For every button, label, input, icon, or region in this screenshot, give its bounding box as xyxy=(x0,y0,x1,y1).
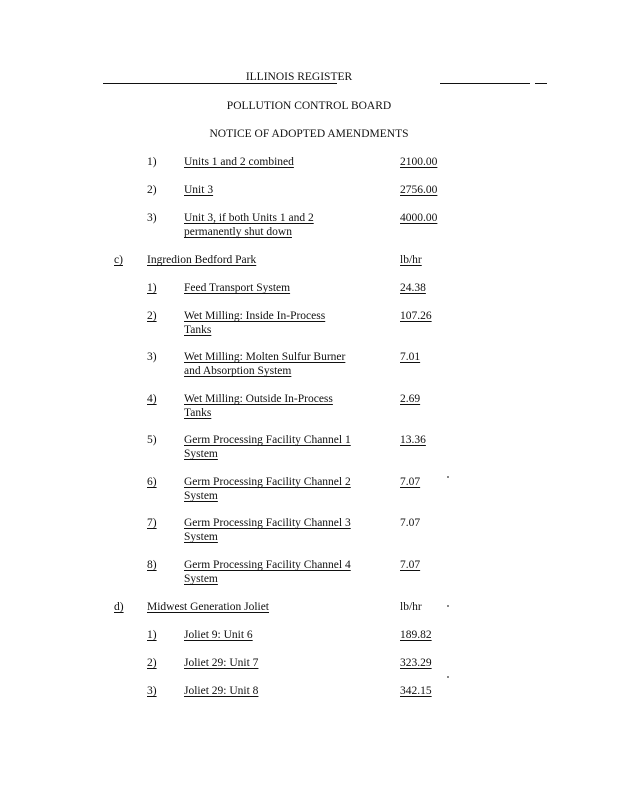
item-value: 323.29 xyxy=(400,657,432,669)
item-label: Germ Processing Facility Channel 1 xyxy=(184,434,351,446)
item-number: 2) xyxy=(147,310,157,322)
item-label-line2: System xyxy=(184,448,218,460)
item-value: 342.15 xyxy=(400,685,432,697)
item-label: Unit 3, if both Units 1 and 2 xyxy=(184,212,314,224)
item-value: 2756.00 xyxy=(400,184,438,196)
item-label-line2: Tanks xyxy=(184,324,212,336)
item-value: 13.36 xyxy=(400,434,426,446)
item-number: 6) xyxy=(147,476,157,488)
notice-title: NOTICE OF ADOPTED AMENDMENTS xyxy=(209,128,409,140)
item-value: 2.69 xyxy=(400,393,421,405)
register-title: ILLINOIS REGISTER xyxy=(245,71,353,83)
item-label-line2: System xyxy=(184,573,218,585)
section-name: Ingredion Bedford Park xyxy=(147,254,257,266)
item-label-line2: System xyxy=(184,531,218,543)
item-number: 7) xyxy=(147,517,157,529)
scan-speck xyxy=(447,605,449,607)
section-unit: lb/hr xyxy=(400,254,422,266)
item-label-line2: System xyxy=(184,490,218,502)
scan-speck xyxy=(447,476,449,478)
item-label: Wet Milling: Molten Sulfur Burner xyxy=(184,351,346,363)
section-name: Midwest Generation Joliet xyxy=(147,601,270,613)
item-number: 2) xyxy=(147,184,157,196)
item-label: Wet Milling: Inside In-Process xyxy=(184,310,326,322)
item-number: 1) xyxy=(147,629,157,641)
item-label-line2: Tanks xyxy=(184,407,212,419)
item-label: Germ Processing Facility Channel 2 xyxy=(184,476,351,488)
board-title: POLLUTION CONTROL BOARD xyxy=(226,100,392,112)
item-value: 189.82 xyxy=(400,629,432,641)
item-label: Germ Processing Facility Channel 4 xyxy=(184,559,351,571)
item-value: 24.38 xyxy=(400,282,426,294)
item-number: 3) xyxy=(147,212,157,224)
item-label: Joliet 29: Unit 8 xyxy=(184,685,259,697)
section-letter: d) xyxy=(114,601,124,613)
item-label: Joliet 29: Unit 7 xyxy=(184,657,259,669)
section-unit: lb/hr xyxy=(400,601,422,613)
item-number: 3) xyxy=(147,351,157,363)
item-label: Feed Transport System xyxy=(184,282,291,294)
item-label-line2: permanently shut down xyxy=(184,226,292,238)
item-label: Germ Processing Facility Channel 3 xyxy=(184,517,351,529)
item-label: Unit 3 xyxy=(184,184,214,196)
item-label: Wet Milling: Outside In-Process xyxy=(184,393,333,405)
item-value: 7.07 xyxy=(400,476,421,488)
item-number: 2) xyxy=(147,657,157,669)
item-number: 8) xyxy=(147,559,157,571)
item-value: 7.07 xyxy=(400,559,421,571)
item-number: 5) xyxy=(147,434,157,446)
item-value: 7.01 xyxy=(400,351,421,363)
item-label: Units 1 and 2 combined xyxy=(184,156,294,168)
item-number: 1) xyxy=(147,156,157,168)
item-label-line2: and Absorption System xyxy=(184,365,292,377)
item-number: 4) xyxy=(147,393,157,405)
section-letter: c) xyxy=(114,254,123,266)
item-value: 2100.00 xyxy=(400,156,438,168)
item-label: Joliet 9: Unit 6 xyxy=(184,629,253,641)
item-value: 107.26 xyxy=(400,310,432,322)
item-value: 7.07 xyxy=(400,517,421,529)
item-number: 3) xyxy=(147,685,157,697)
item-number: 1) xyxy=(147,282,157,294)
item-value: 4000.00 xyxy=(400,212,438,224)
scan-speck xyxy=(447,676,449,678)
